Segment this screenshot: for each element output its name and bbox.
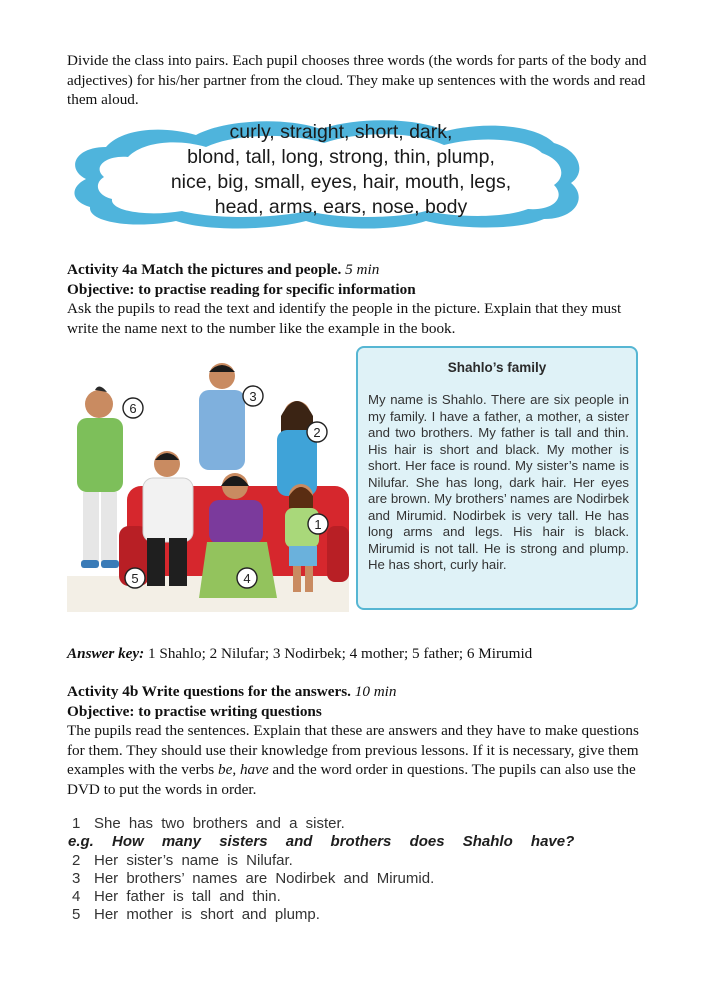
activity-4a-objective: Objective: to practise reading for specific information [67,280,416,298]
activity-4b-time: 10 min [354,683,397,700]
badge-1 [308,514,328,534]
family-box-text: My name is Shahlo. There are six people in my family. I have a father, a mother, a sister and two brothers. My father is tall and thin. His hair is short and black. My mother is short. Her face is round. My sister’s name is Nilufar. She has long, dark hair. Her eyes are brown. My brothers’ names are Nodirbek and Mirumid. Nodirbek is very tall. He has long arms and legs. His hair is black. Mirumid is not tall. He is strong and plump. He has short, curly hair. [368,392,629,572]
cloud-line: nice, big, small, eyes, hair, mouth, legs, [170,171,512,193]
badge-5 [125,568,145,588]
badge-2 [307,422,327,442]
family-reading-box [356,346,638,610]
word-cloud-text [66,120,616,220]
verb-have: have [239,761,269,778]
exercise-item-4: 4 Her father is tall and thin. [72,888,281,905]
family-box-title: Shahlo’s family [447,360,547,375]
exercise-item-1: 1 She has two brothers and a sister. [72,815,345,832]
answer-key [67,644,647,664]
family-illustration [67,346,349,612]
exercise-item-5: 5 Her mother is short and plump. [72,906,320,923]
svg-text:3: 3 [249,389,257,404]
svg-text:4: 4 [243,571,251,586]
activity-4a-instructions: Ask the pupils to read the text and identify the people in the picture. Explain that they must write the name next to the number like the example in the book. [67,300,622,337]
verb-be: be [218,761,233,778]
intro-paragraph: Divide the class into pairs. Each pupil chooses three words (the words for parts of the body and adjectives) for his/her partner from the cloud. They make up sentences with the words and read them aloud. [67,52,647,108]
svg-text:6: 6 [129,401,137,416]
activity-4b-instructions: The pupils read the sentences. Explain that these are answers and they have to make questions for them. They should use their knowledge from previous lessons. If it is necessary, give them examples with the verbs be, have and the word order in questions. The pupils can also use the DVD to put the words in order. [67,722,639,798]
activity-4a-section [67,260,647,338]
svg-text:5: 5 [131,571,139,586]
activity-4b-heading: Activity 4b Write questions for the answers. [67,683,351,700]
exercise-item-2: 2 Her sister’s name is Nilufar. [72,852,293,869]
svg-text:1: 1 [314,517,322,532]
activity-4a-time: 5 min [345,261,380,278]
answer-key-text: 1 Shahlo; 2 Nilufar; 3 Nodirbek; 4 mother; 5 father; 6 Mirumid [148,645,533,662]
activity-4a-heading: Activity 4a Match the pictures and people. [67,261,342,278]
badge-3 [243,386,263,406]
exercise-example: e.g. How many sisters and brothers does Shahlo have? [68,833,575,850]
activity-4b-section [67,682,647,799]
cloud-line: head, arms, ears, nose, body [214,196,468,218]
exercise-item-3: 3 Her brothers’ names are Nodirbek and Mirumid. [72,870,435,887]
cloud-line: curly, straight, short, dark, [229,121,453,143]
badge-6 [123,398,143,418]
answer-key-label: Answer key: [67,645,145,662]
svg-text:2: 2 [313,425,321,440]
badge-4 [237,568,257,588]
activity-4b-objective: Objective: to practise writing questions [67,702,322,720]
cloud-line: blond, tall, long, strong, thin, plump, [187,146,495,168]
